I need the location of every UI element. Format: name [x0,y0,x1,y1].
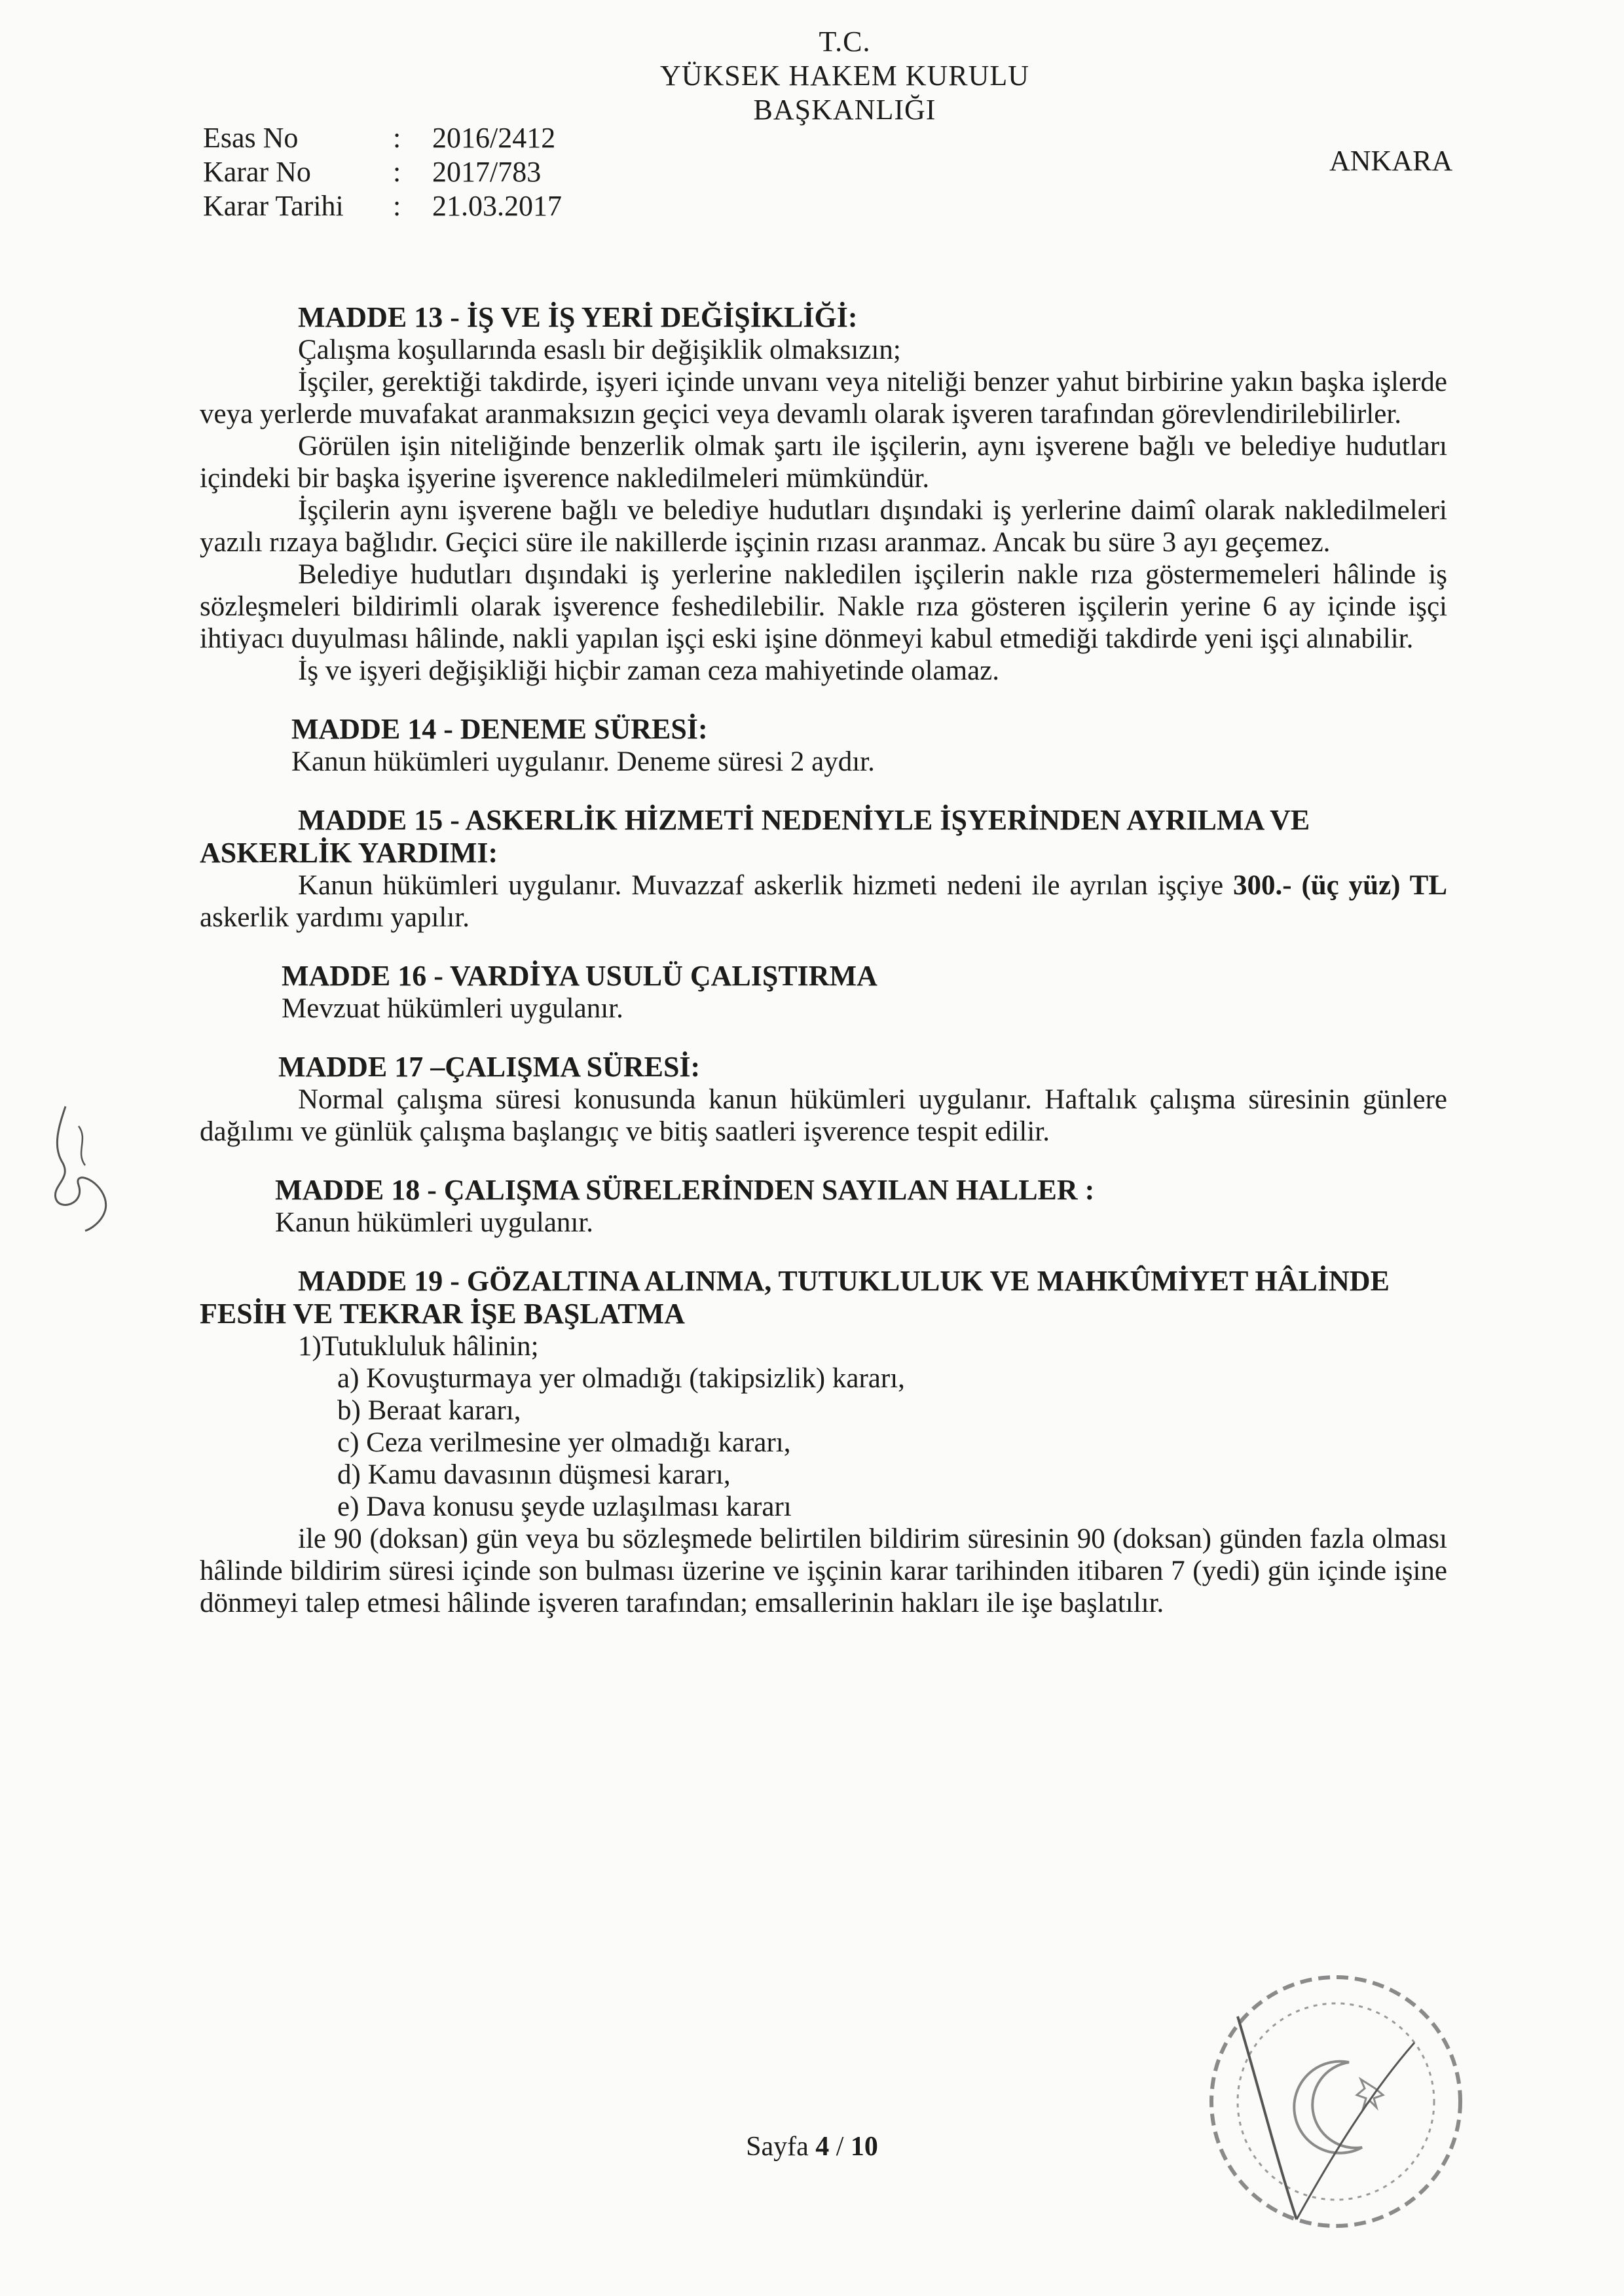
page-separator: / [829,2132,851,2162]
paragraph: İşçiler, gerektiği takdirde, işyeri içinde unvanı veya niteliği benzer yahut birbirine yakın başka işlerde veya yerlerde muvafakat aranmaksızın geçici veya devamlı olarak işveren tarafından görevlendirilebilirler. [200,367,1447,429]
list-item: a) Kovuşturmaya yer olmadığı (takipsizlik) kararı, [337,1363,905,1394]
list-item: d) Kamu davasının düşmesi kararı, [337,1459,731,1490]
paragraph: Görülen işin niteliğinde benzerlik olmak şartı ile işçilerin, aynı işverene bağlı ve belediye hudutları içindeki bir başka işyerine işverence nakledilmeleri mümkündür. [200,431,1447,494]
article-13 [200,301,1447,334]
meta-value: 21.03.2017 [432,190,562,222]
signature-mark [39,1100,124,1237]
page-current: 4 [815,2132,830,2162]
article-title: MADDE 13 - İŞ VE İŞ YERİ DEĞİŞİKLİĞİ: [298,301,858,333]
meta-row-karar: Karar No : 2017/783 [203,156,542,188]
page-total: 10 [850,2132,878,2162]
meta-label: Karar Tarihi [203,190,344,222]
paragraph: ile 90 (doksan) gün veya bu sözleşmede belirtilen bildirim süresinin 90 (doksan) günden fazla olması hâlinde bildirim süresi içinde son bulması üzerine ve işçinin karar tarihinden itibaren 7 (yedi) gün içinde işine dönmeyi talep etmesi hâlinde işveren tarafından; emsallerinin hakları ile işe başlatılır. [200,1523,1447,1618]
city-label: ANKARA [1329,145,1453,177]
paragraph: İşçilerin aynı işverene bağlı ve belediye hudutları dışındaki iş yerlerine daimî olarak nakledilmeleri yazılı rızaya bağlıdır. Geçici süre ile nakillerde işçinin rızası aranmaz. Ancak bu süre 3 ayı geçemez. [200,495,1447,558]
condition-list [200,1362,1447,1523]
page-footer [0,2131,1624,2162]
meta-value: 2016/2412 [432,122,556,154]
case-meta [203,121,562,223]
paragraph: Kanun hükümleri uygulanır. [275,1207,594,1238]
official-stamp [1198,1964,1473,2239]
article-title: MADDE 18 - ÇALIŞMA SÜRELERİNDEN SAYILAN HALLER : [275,1174,1095,1206]
paragraph: Çalışma koşullarında esaslı bir değişiklik olmaksızın; [298,335,901,365]
article-title: MADDE 15 - ASKERLİK HİZMETİ NEDENİYLE İŞYERİNDEN AYRILMA VE ASKERLİK YARDIMI: [200,804,1310,869]
list-item: b) Beraat kararı, [337,1395,521,1426]
document-body [200,301,1447,1619]
header-presidency: BAŞKANLIĞI [753,94,936,126]
article-title: MADDE 16 - VARDİYA USULÜ ÇALIŞTIRMA [282,960,877,992]
paragraph: Belediye hudutları dışındaki iş yerlerine nakledilen işçilerin nakle rıza göstermemeleri hâlinde iş sözleşmeleri bildirimli olarak işverence feshedilebilir. Nakle rıza gösteren işçilerin yerine 6 ay içinde işçi ihtiyacı duyulması hâlinde, nakli yapılan işçi eski işine dönmeyi kabul etmediği takdirde yeni işçi alınabilir. [200,559,1447,654]
article-18 [200,1174,1447,1239]
meta-label: Esas No [203,122,299,154]
meta-row-tarih: Karar Tarihi : 21.03.2017 [203,190,562,222]
article-title: MADDE 17 –ÇALIŞMA SÜRESİ: [278,1051,701,1083]
meta-row-esas: Esas No : 2016/2412 [203,122,556,154]
article-16 [200,960,1447,1025]
paragraph [200,869,1447,934]
paragraph: 1)Tutukluluk hâlinin; [298,1331,539,1362]
article-14 [200,713,1447,778]
paragraph: Mevzuat hükümleri uygulanır. [282,993,623,1024]
article-17 [200,1051,1447,1148]
list-item: c) Ceza verilmesine yer olmadığı kararı, [337,1427,791,1458]
amount: 300.- (üç yüz) TL [1232,870,1448,901]
article-15 [200,804,1447,934]
page-label: Sayfa [746,2132,816,2162]
article-title: MADDE 14 - DENEME SÜRESİ: [291,713,708,745]
list-item: e) Dava konusu şeyde uzlaşılması kararı [337,1491,792,1522]
paragraph: Normal çalışma süresi konusunda kanun hükümleri uygulanır. Haftalık çalışma süresinin günlere dağılımı ve günlük çalışma başlangıç ve bitiş saatleri işverence tespit edilir. [200,1084,1447,1147]
header-tc: T.C. [819,26,871,58]
article-title: MADDE 19 - GÖZALTINA ALINMA, TUTUKLULUK VE MAHKÛMİYET HÂLİNDE FESİH VE TEKRAR İŞE BAŞLATMA [200,1265,1390,1330]
text-part: Kanun hükümleri uygulanır. Muvazzaf askerlik hizmeti nedeni ile ayrılan işçiye [298,870,1233,901]
paragraph: Kanun hükümleri uygulanır. Deneme süresi 2 aydır. [291,746,875,777]
document-header [616,25,1074,127]
article-19 [200,1265,1447,1619]
meta-value: 2017/783 [432,156,542,188]
meta-label: Karar No [203,156,311,188]
header-institution: YÜKSEK HAKEM KURULU [659,60,1030,92]
paragraph: İş ve işyeri değişikliği hiçbir zaman ceza mahiyetinde olamaz. [298,655,1000,686]
text-part: askerlik yardımı yapılır. [200,902,470,933]
